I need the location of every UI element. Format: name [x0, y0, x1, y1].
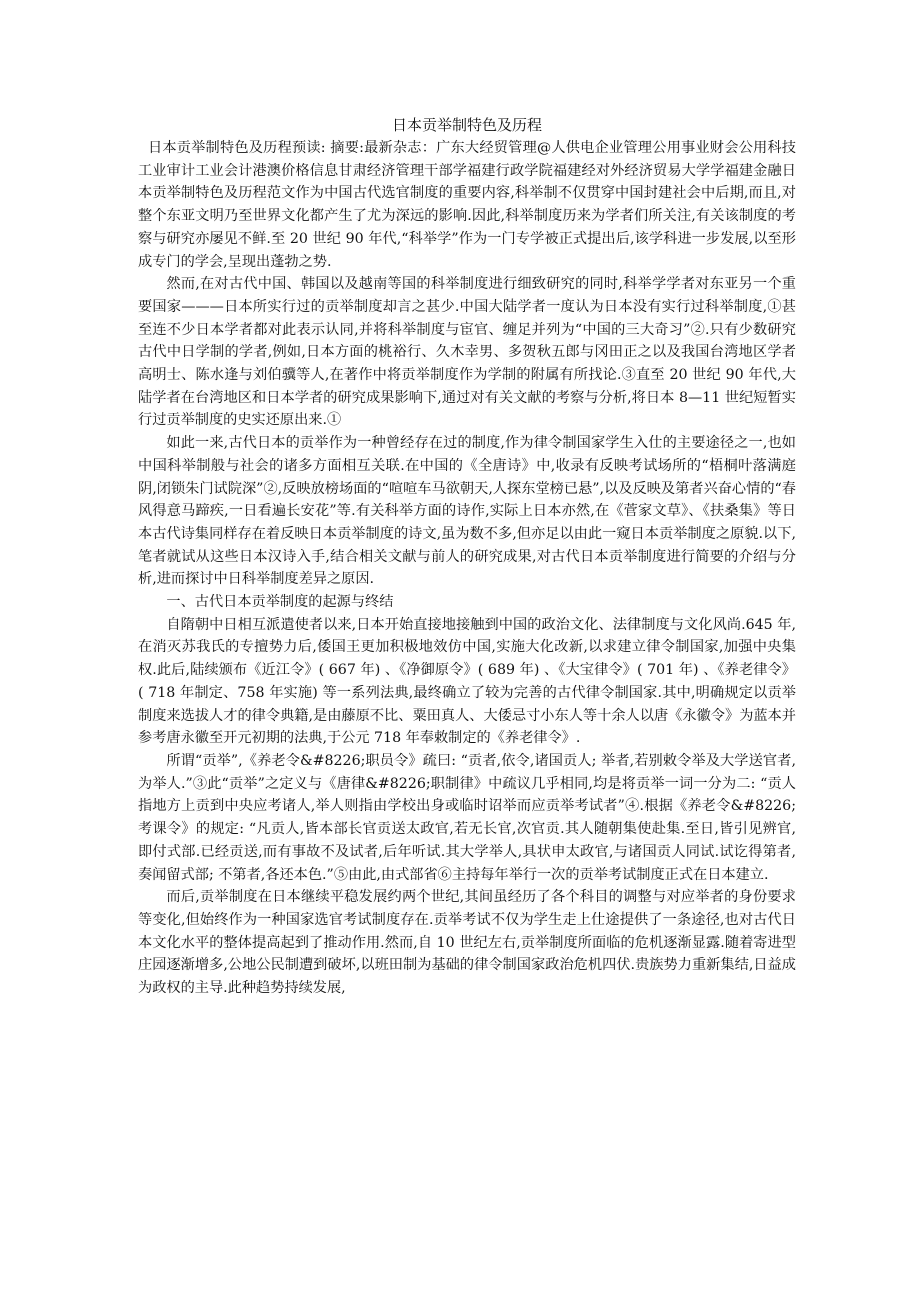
document-title: 日本贡举制特色及历程: [391, 116, 542, 134]
paragraph: 然而,在对古代中国、韩国以及越南等国的科举制度进行细致研究的同时,科举学学者对东亚另一个重要国家———日本所实行过的贡举制度却言之甚少.中国大陆学者一度认为日本没有实行过科举制度,①甚至连不少日本学者都对此表示认同,并将科举制度与宦官、缠足并列为“中国的三大奇习”②.只有少数研究古代中日学制的学者,例如,日本方面的桃裕行、久木幸男、多贺秋五郎与冈田正之以及我国台湾地区学者高明士、陈水逢与刘伯骥等人,在著作中将贡举制度作为学制的附属有所找论.③直至 20 世纪 90 年代,大陆学者在台湾地区和日本学者的研究成果影响下,通过对有关文献的考察与分析,将日本 8—11 世纪短暂实行过贡举制度的史实还原出来.①: [138, 276, 796, 429]
paragraph: 而后,贡举制度在日本继续平稳发展约两个世纪,其间虽经历了各个科目的调整与对应举者的身份要求等变化,但始终作为一种国家选官考试制度存在.贡举考试不仅为学生走上仕途提供了一条途径,也对古代日本文化水平的整体提高起到了推动作用.然而,自 10 世纪左右,贡举制度所面临的危机逐渐显露.随着寄进型庄园逐渐增多,公地公民制遭到破坏,以班田制为基础的律令制国家政治危机四伏.贵族势力重新集结,日益成为政权的主导.此种趋势持续发展,: [138, 889, 796, 997]
section-heading: 一、古代日本贡举制度的起源与终结: [166, 594, 394, 611]
paragraph: 如此一来,古代日本的贡举作为一种曾经存在过的制度,作为律令制国家学生入仕的主要途径之一,也如中国科举制般与社会的诸多方面相互关联.在中国的《全唐诗》中,收录有反映考试场所的“梧桐叶落满庭阴,闭锁朱门试院深”②,反映放榜场面的“喧喧车马欲朝天,人探东堂榜已悬”,以及反映及第者兴奋心情的“春风得意马蹄疾,一日看遍长安花”等.有关科举方面的诗作,实际上日本亦然,在《菅家文草》、《扶桑集》等日本古代诗集同样存在着反映日本贡举制度的诗文,虽为数不多,但亦足以由此一窥日本贡举制度之原貌.以下,笔者就试从这些日本汉诗入手,结合相关文献与前人的研究成果,对古代日本贡举制度进行简要的介绍与分析,进而探讨中日科举制度差异之原因.: [138, 435, 796, 588]
paragraph: 自隋朝中日相互派遣使者以来,日本开始直接地接触到中国的政治文化、法律制度与文化风尚.645 年,在消灭苏我氏的专擅势力后,倭国王更加积极地效仿中国,实施大化改新,以求建立律令制国家,加强中央集权.此后,陆续颁布《近江令》( 667 年) 、《净御原令》( 689 年) 、《大宝律令》( 701 年) 、《养老律令》( 718 年制定、758 年实施) 等一系列法典,最终确立了较为完善的古代律令制国家.其中,明确规定以贡举制度来选拔人才的律令典籍,是由藤原不比、粟田真人、大倭忌寸小东人等十余人以唐《永徽令》为蓝本并参考唐永徽至开元初期的法典,于公元 718 年奉敕制定的《养老律令》.: [138, 616, 796, 747]
paragraph-intro: 日本贡举制特色及历程预读: 摘要:最新杂志：广东大经贸管理@人供电企业管理公用事业财会公用科技工业审计工业会计港澳价格信息甘肃经济管理干部学福建行政学院福建经对外经济贸易大学学福建金融日本贡举制特色及历程范文作为中国古代选官制度的重要内容,科举制不仅贯穿中国封建社会中后期,而且,对整个东亚文明乃至世界文化都产生了尤为深远的影响.因此,科举制度历来为学者们所关注,有关该制度的考察与研究亦屡见不鲜.至 20 世纪 90 年代,“科举学”作为一门专学被正式提出后,该学科进一步发展,以至形成专门的学会,呈现出蓬勃之势.: [138, 140, 796, 270]
paragraph: 所谓“贡举”,《养老令&#8226;职员令》疏曰: “贡者,依令,诸国贡人; 举者,若别敕令举及大学送官者,为举人.”③此“贡举”之定义与《唐律&#8226;职制律》中疏议几乎相同,均是将贡举一词一分为二: “贡人指地方上贡到中央应考诸人,举人则指由学校出身或临时诏举而应贡举考试者”④.根据《养老令&#8226;考课令》的规定: “凡贡人,皆本部长官贡送太政官,若无长官,次官贡.其人随朝集使赴集.至日,皆引见辨官,即付式部.已经贡送,而有事故不及试者,后年听试.其大学举人,具状申太政官,与诸国贡人同试.试讫得第者,奏闻留式部; 不第者,各还本色.”⑤由此,由式部省⑥主持每年举行一次的贡举考试制度正式在日本建立.: [138, 752, 796, 883]
document-page: [138, 114, 796, 1000]
